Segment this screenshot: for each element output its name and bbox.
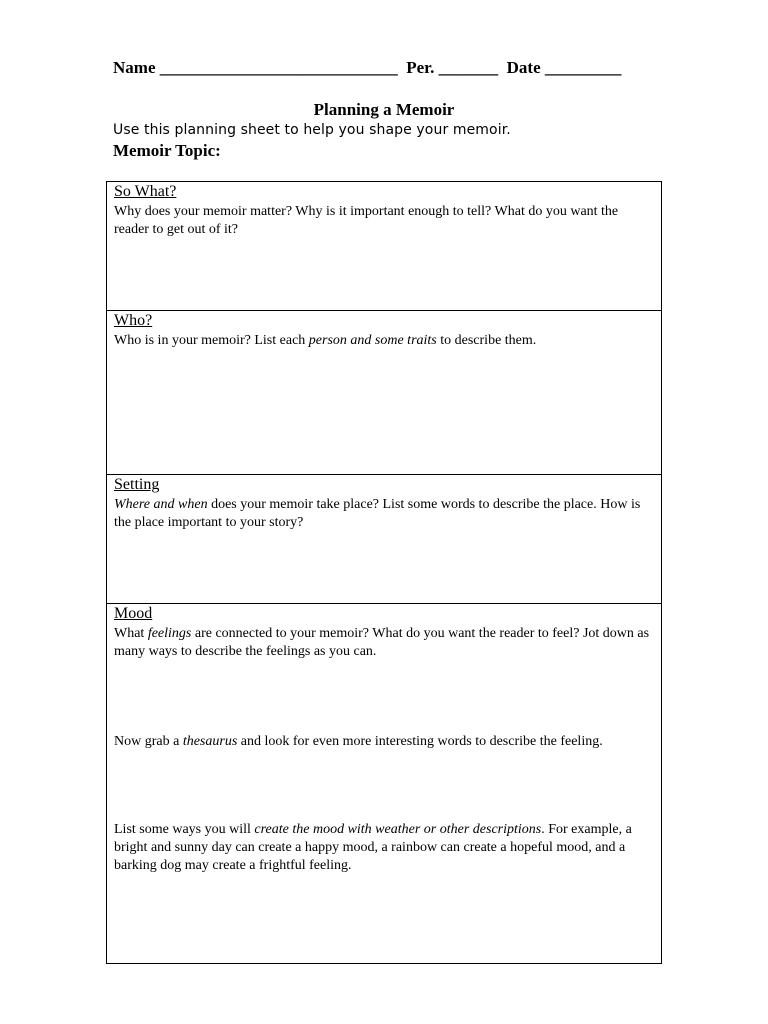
who-prompt-emphasis: person and some traits xyxy=(308,333,437,348)
setting-heading: Setting xyxy=(114,476,160,493)
who-prompt-text-2: to describe them. xyxy=(436,333,537,348)
mood-prompt-create-mood xyxy=(114,821,654,875)
setting-prompt-emphasis: Where and when xyxy=(114,497,208,512)
mood-prompt-thesaurus xyxy=(114,733,654,751)
mood-p2-emphasis: thesaurus xyxy=(182,734,238,749)
mood-p3-text-1: List some ways you will xyxy=(114,822,255,837)
so-what-heading: So What? xyxy=(114,183,177,200)
so-what-section xyxy=(106,181,662,311)
memoir-topic-label: Memoir Topic: xyxy=(113,141,221,160)
who-prompt-text-1: Who is in your memoir? List each xyxy=(114,333,309,348)
page-title: Planning a Memoir xyxy=(313,100,455,119)
so-what-prompt: Why does your memoir matter? Why is it important enough to tell? What do you want the reader to get out of it? xyxy=(114,204,619,237)
mood-p3-emphasis: create the mood with weather or other descriptions xyxy=(254,822,542,837)
mood-p1-emphasis: feelings xyxy=(147,626,192,641)
who-heading: Who? xyxy=(114,312,153,329)
mood-section xyxy=(106,603,662,964)
setting-section xyxy=(106,474,662,604)
who-section xyxy=(106,310,662,475)
mood-p1-text-1: What xyxy=(114,626,148,641)
mood-p2-text-1: Now grab a xyxy=(114,734,183,749)
name-period-date-line: Name ____________________________ Per. _______ Date _________ xyxy=(113,58,622,77)
mood-p3-text-2: . For example, a bright and sunny day can create a happy mood, a rainbow can create a hopeful mood, and a barking dog may create a frightful feeling. xyxy=(114,822,632,873)
mood-prompt-feelings xyxy=(114,625,654,661)
subtitle: Use this planning sheet to help you shape your memoir. xyxy=(113,122,511,138)
mood-heading: Mood xyxy=(114,605,153,622)
who-prompt xyxy=(114,332,654,350)
setting-prompt-text: does your memoir take place? List some words to describe the place. How is the place important to your story? xyxy=(114,497,641,530)
mood-p2-text-2: and look for even more interesting words to describe the feeling. xyxy=(237,734,603,749)
setting-prompt xyxy=(114,496,654,532)
mood-p1-text-2: are connected to your memoir? What do you want the reader to feel? Jot down as many ways to describe the feelings as you can. xyxy=(114,626,650,659)
